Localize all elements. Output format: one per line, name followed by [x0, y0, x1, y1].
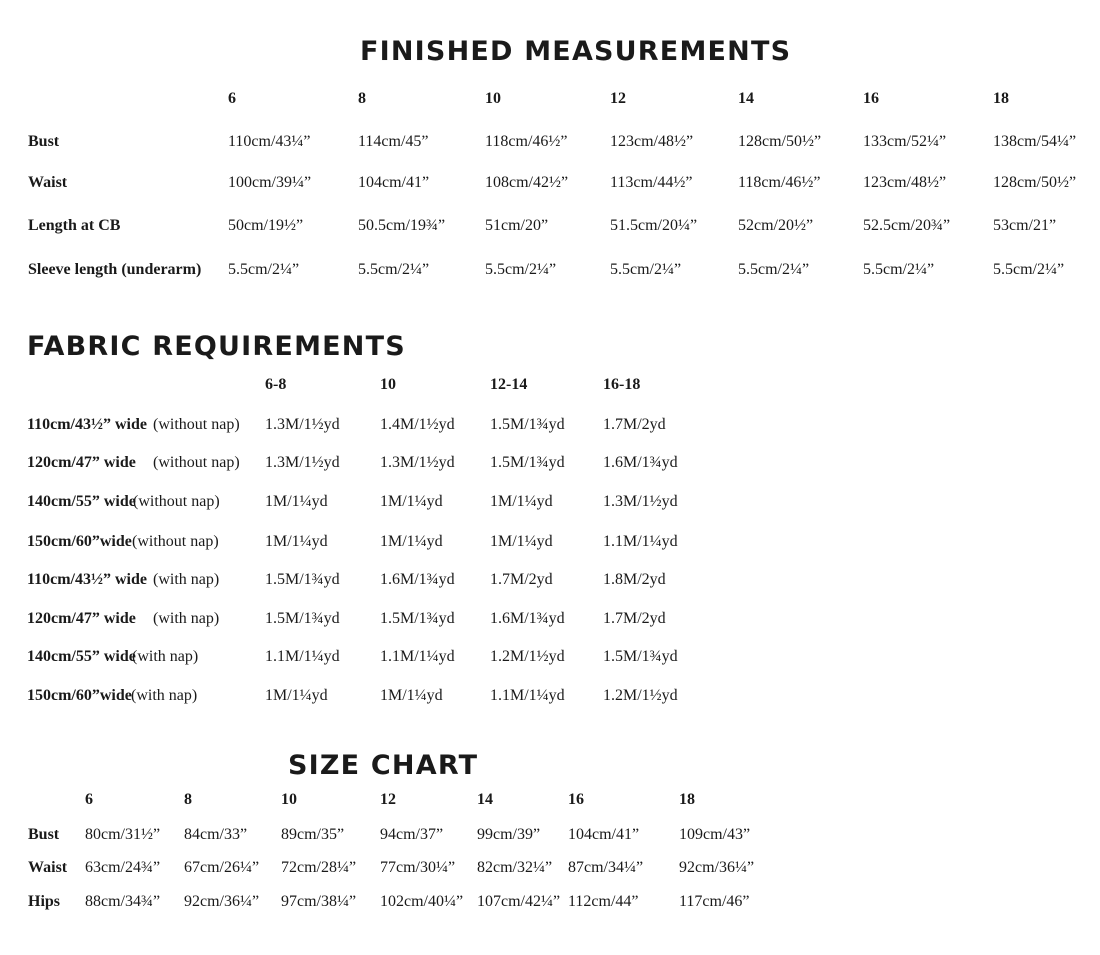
table-cell: 5.5cm/2¼” [610, 261, 682, 278]
table-cell: 1M/1¼yd [380, 493, 443, 510]
fabric-width-label: 150cm/60”wide [27, 533, 132, 550]
nap-label: (with nap) [153, 571, 220, 588]
fabric-width-label: 120cm/47” wide [27, 454, 136, 471]
table-cell: 77cm/30¼” [380, 859, 456, 876]
table-cell: 1.3M/1½yd [380, 454, 455, 471]
table-cell: 102cm/40¼” [380, 893, 464, 910]
table-cell: 1.1M/1¼yd [380, 648, 455, 665]
finished-measurements-title: FINISHED MEASUREMENTS [360, 36, 792, 67]
row-label-sleeve-length: Sleeve length (underarm) [28, 261, 202, 278]
table-cell: 1.5M/1¾yd [380, 610, 455, 627]
table-cell: 52cm/20½” [738, 217, 814, 234]
table-cell: 117cm/46” [679, 893, 750, 910]
table-cell: 1M/1¼yd [380, 687, 443, 704]
table-cell: 88cm/34¾” [85, 893, 161, 910]
size-header: 18 [679, 791, 695, 808]
table-cell: 53cm/21” [993, 217, 1057, 234]
table-cell: 128cm/50½” [993, 174, 1077, 191]
size-header: 12-14 [490, 376, 528, 393]
fabric-width-label: 140cm/55” wide [27, 493, 136, 510]
size-header: 8 [358, 90, 366, 107]
size-header: 14 [477, 791, 493, 808]
row-label-waist: Waist [28, 859, 68, 876]
table-cell: 84cm/33” [184, 826, 248, 843]
nap-label: (with nap) [131, 687, 198, 704]
size-header: 16 [863, 90, 879, 107]
table-cell: 138cm/54¼” [993, 133, 1077, 150]
row-label-hips: Hips [28, 893, 61, 910]
table-cell: 100cm/39¼” [228, 174, 312, 191]
table-cell: 5.5cm/2¼” [993, 261, 1065, 278]
row-label-bust: Bust [28, 133, 60, 150]
table-cell: 51.5cm/20¼” [610, 217, 698, 234]
table-cell: 1.3M/1½yd [603, 493, 678, 510]
size-header: 10 [485, 90, 501, 107]
table-cell: 1.3M/1½yd [265, 416, 340, 433]
table-cell: 1M/1¼yd [490, 533, 553, 550]
table-cell: 1.3M/1½yd [265, 454, 340, 471]
table-cell: 1.6M/1¾yd [603, 454, 678, 471]
table-cell: 109cm/43” [679, 826, 751, 843]
table-cell: 104cm/41” [358, 174, 430, 191]
table-cell: 89cm/35” [281, 826, 345, 843]
table-cell: 1.7M/2yd [603, 416, 666, 433]
table-cell: 1.2M/1½yd [603, 687, 678, 704]
table-cell: 1.1M/1¼yd [490, 687, 565, 704]
table-cell: 112cm/44” [568, 893, 639, 910]
table-cell: 123cm/48½” [863, 174, 947, 191]
table-cell: 118cm/46½” [485, 133, 568, 150]
table-cell: 92cm/36¼” [679, 859, 755, 876]
table-cell: 133cm/52¼” [863, 133, 947, 150]
size-header: 10 [380, 376, 396, 393]
table-cell: 94cm/37” [380, 826, 444, 843]
table-cell: 107cm/42¼” [477, 893, 561, 910]
table-cell: 1.6M/1¾yd [380, 571, 455, 588]
nap-label: (with nap) [132, 648, 199, 665]
size-chart-title: SIZE CHART [288, 750, 479, 781]
table-cell: 1M/1¼yd [265, 493, 328, 510]
size-header: 18 [993, 90, 1009, 107]
table-cell: 118cm/46½” [738, 174, 821, 191]
table-cell: 1.5M/1¾yd [490, 454, 565, 471]
table-cell: 108cm/42½” [485, 174, 569, 191]
table-cell: 104cm/41” [568, 826, 640, 843]
table-cell: 92cm/36¼” [184, 893, 260, 910]
table-cell: 1.4M/1½yd [380, 416, 455, 433]
table-cell: 97cm/38¼” [281, 893, 357, 910]
fabric-width-label: 150cm/60”wide [27, 687, 132, 704]
table-cell: 1.7M/2yd [603, 610, 666, 627]
size-header: 10 [281, 791, 297, 808]
table-cell: 5.5cm/2¼” [485, 261, 557, 278]
row-label-waist: Waist [28, 174, 68, 191]
table-cell: 1.8M/2yd [603, 571, 666, 588]
size-header: 14 [738, 90, 754, 107]
table-cell: 72cm/28¼” [281, 859, 357, 876]
nap-label: (without nap) [133, 493, 220, 510]
table-cell: 50cm/19½” [228, 217, 304, 234]
table-cell: 63cm/24¾” [85, 859, 161, 876]
table-cell: 128cm/50½” [738, 133, 822, 150]
fabric-width-label: 140cm/55” wide [27, 648, 136, 665]
table-cell: 5.5cm/2¼” [228, 261, 300, 278]
table-cell: 123cm/48½” [610, 133, 694, 150]
table-cell: 1M/1¼yd [380, 533, 443, 550]
table-cell: 82cm/32¼” [477, 859, 553, 876]
table-cell: 113cm/44½” [610, 174, 693, 191]
table-cell: 99cm/39” [477, 826, 541, 843]
table-cell: 1.2M/1½yd [490, 648, 565, 665]
table-cell: 67cm/26¼” [184, 859, 260, 876]
size-header: 6 [228, 90, 236, 107]
row-label-bust: Bust [28, 826, 60, 843]
size-header: 8 [184, 791, 192, 808]
size-header: 6 [85, 791, 93, 808]
table-cell: 87cm/34¼” [568, 859, 644, 876]
table-cell: 1.5M/1¾yd [265, 571, 340, 588]
table-cell: 5.5cm/2¼” [863, 261, 935, 278]
table-cell: 1.5M/1¾yd [490, 416, 565, 433]
fabric-width-label: 120cm/47” wide [27, 610, 136, 627]
size-header: 16-18 [603, 376, 641, 393]
row-label-length-at-cb: Length at CB [28, 217, 121, 234]
table-cell: 114cm/45” [358, 133, 429, 150]
table-cell: 50.5cm/19¾” [358, 217, 446, 234]
table-cell: 1M/1¼yd [265, 687, 328, 704]
size-header: 12 [610, 90, 626, 107]
size-header: 16 [568, 791, 584, 808]
size-header: 6-8 [265, 376, 287, 393]
table-cell: 1.5M/1¾yd [265, 610, 340, 627]
table-cell: 1.6M/1¾yd [490, 610, 565, 627]
size-header: 12 [380, 791, 396, 808]
table-cell: 51cm/20” [485, 217, 549, 234]
table-cell: 5.5cm/2¼” [738, 261, 810, 278]
nap-label: (without nap) [153, 416, 240, 433]
table-cell: 52.5cm/20¾” [863, 217, 951, 234]
nap-label: (with nap) [153, 610, 220, 627]
table-cell: 1.7M/2yd [490, 571, 553, 588]
table-cell: 5.5cm/2¼” [358, 261, 430, 278]
nap-label: (without nap) [132, 533, 219, 550]
fabric-requirements-title: FABRIC REQUIREMENTS [27, 331, 406, 362]
table-cell: 1M/1¼yd [490, 493, 553, 510]
fabric-width-label: 110cm/43½” wide [27, 416, 147, 433]
fabric-width-label: 110cm/43½” wide [27, 571, 147, 588]
table-cell: 110cm/43¼” [228, 133, 311, 150]
table-cell: 1M/1¼yd [265, 533, 328, 550]
table-cell: 1.5M/1¾yd [603, 648, 678, 665]
table-cell: 1.1M/1¼yd [603, 533, 678, 550]
table-cell: 80cm/31½” [85, 826, 161, 843]
nap-label: (without nap) [153, 454, 240, 471]
table-cell: 1.1M/1¼yd [265, 648, 340, 665]
